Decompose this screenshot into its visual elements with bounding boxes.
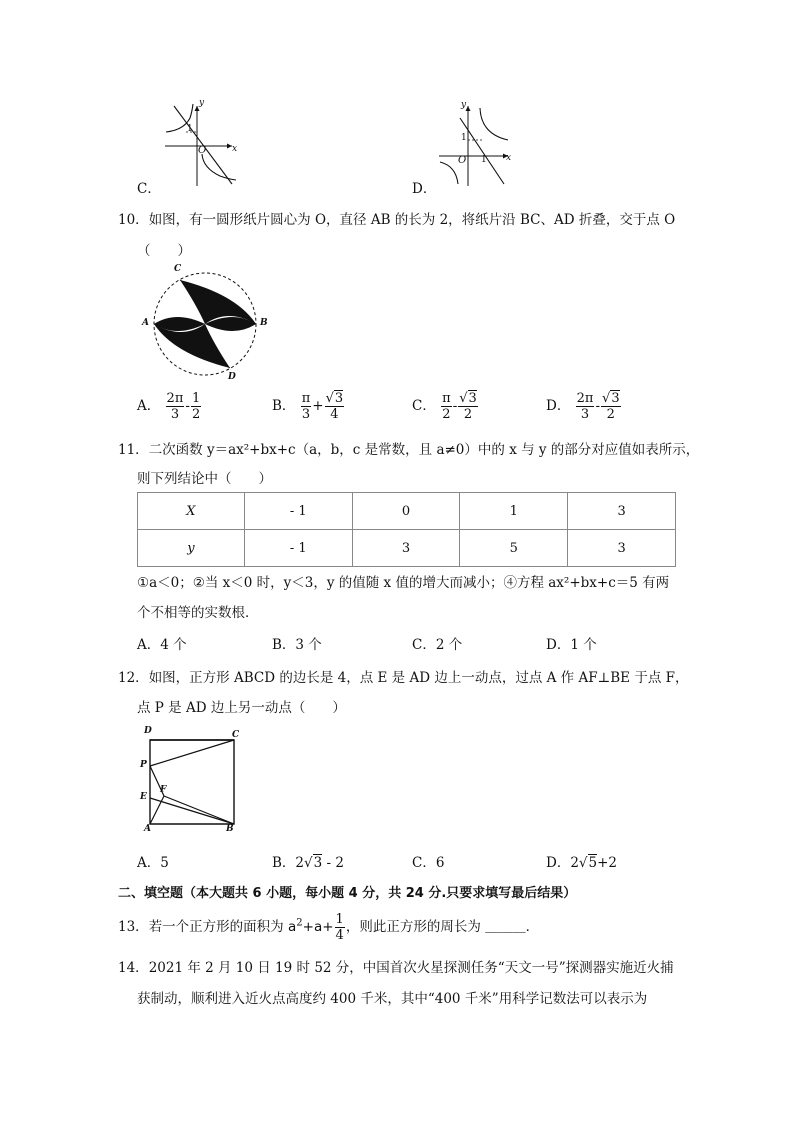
q12-option-b: B．2√3 - 2 [272,855,344,871]
graph-d-x-label: x [506,153,512,163]
q10-opt-b-frac1: $\frac{\pi}{3}$ [301,391,311,422]
q10-figure [140,262,270,388]
q10-opt-a-label: A． [137,398,161,414]
q11-stem [118,438,699,458]
graph-d-y-label: y [461,100,467,110]
table-cell: X [138,493,245,530]
q10-opt-c-label: C． [412,398,436,414]
q13-expr-rest: +a+ [302,919,334,935]
q12-label-f: F [160,785,167,795]
graph-c-origin: O [198,145,207,156]
q12-opt-d-pre: 2 [570,855,579,871]
q11-option-d: D．1 个 [546,637,597,653]
table-cell: 3 [568,530,676,567]
q11-statement1: ①a＜0；②当 x＜0 时，y＜3，y 的值随 x 值的增大而减小；④方程 ax²+bx+c＝5 有两 [137,575,670,591]
q10-label-c: C [174,264,182,274]
graph-d-one-x: 1 [481,155,487,165]
q13-end: ． [525,919,540,935]
q9-graph-d [436,100,520,190]
q12-opt-c-label: C． [412,855,436,871]
q12-label-a: A [144,824,151,834]
q12-option-c [412,851,444,871]
q10-label-b: B [260,318,268,328]
q9-graph-c [160,98,250,190]
q12-number: 12． [118,670,149,686]
q12-option-a [137,851,169,871]
q10-option-c [412,391,479,422]
q13-exponent: 2 [296,917,303,929]
q12-text2: 点 P 是 AD 边上另一动点（ ） [137,700,346,716]
q14-text: 2021 年 2 月 10 日 19 时 52 分，中国首次火星探测任务“天文一号”探测器实施近火捕 [148,960,674,976]
q13-number: 13． [118,919,149,935]
q10-opt-c-frac1: $\frac{\pi}{2}$ [442,391,451,422]
q9-option-c: C． [137,181,161,197]
q12-opt-a-value: 5 [160,855,169,871]
table-cell: 0 [352,493,460,530]
q14-number: 14． [118,960,149,976]
table-cell: 5 [460,530,568,567]
q11-table [137,492,676,567]
q13-fraction: $\frac{1}{4}$ [335,912,344,943]
q10-opt-a-frac1: $\frac{2\pi}{3}$ [166,391,184,422]
q10-label-a: A [142,318,149,328]
q13-stem [118,912,539,943]
q12-option-d: D．2√5+2 [546,855,618,871]
section-heading-fill-in: 二、填空题（本大题共 6 小题，每小题 4 分，共 24 分.只要求填写最后结果） [118,886,577,901]
q10-stem [118,208,675,228]
graph-c-y-label: y [199,98,205,108]
q11-option-c: C．2 个 [412,637,463,653]
graph-d-svg [436,100,520,190]
q10-number: 10． [118,212,149,228]
q12-label-d: D [144,726,152,736]
q13-post: ，则此正方形的周长为 [345,919,481,935]
q10-opt-b-label: B． [272,398,296,414]
table-cell: 3 [568,493,676,530]
q10-text: 如图，有一圆形纸片圆心为 O，直径 AB 的长为 2，将纸片沿 BC、AD 折叠，交于点 O [148,212,676,228]
q10-opt-c-frac2: $\frac{√3}{2}$ [459,391,477,422]
q13-expr-a: a [287,919,297,935]
table-cell: 3 [352,530,460,567]
q10-option-d [546,391,622,422]
q12-opt-a-label: A． [137,855,161,871]
q11-statement2: 个不相等的实数根． [137,605,259,621]
q12-figure [138,726,248,836]
q12-opt-c-value: 6 [435,855,445,871]
q13-pre: 若一个正方形的面积为 [148,919,288,935]
graph-c-x-label: x [232,144,238,154]
q12-opt-b-post: - 2 [322,855,344,871]
q10-option-b [272,391,345,422]
q12-label-c: C [232,730,240,740]
q12-opt-d-post: +2 [597,855,618,871]
graph-d-one-y: 1 [461,133,467,143]
q10-circle-figure [140,262,270,388]
q10-opt-b-frac2: $\frac{√3}{4}$ [325,391,344,422]
q10-paren: （ ） [137,243,191,259]
q13-blank[interactable]: ＿＿＿ [485,919,526,935]
q10-label-d: D [228,372,236,382]
table-cell: 1 [460,493,568,530]
q12-opt-b-pre: 2 [295,855,305,871]
q11-text: 二次函数 y＝ax²+bx+c（a，b，c 是常数，且 a≠0）中的 x 与 y 的部分对应值如表所示， [148,442,700,458]
q11-number: 11． [118,442,149,458]
q10-opt-b-op: + [312,398,324,414]
q12-label-e: E [140,792,147,802]
q11-text2: 则下列结论中（ ） [137,471,272,487]
q10-opt-d-frac2: $\frac{√3}{2}$ [602,391,620,422]
q14-text2: 获制动，顺利进入近火点高度约 400 千米，其中“400 千米”用科学记数法可以表示为 [137,991,648,1007]
graph-c-one: 1 [187,124,193,134]
q10-opt-d-label: D． [546,398,571,414]
table-row [138,493,676,530]
q12-label-b: B [226,824,234,834]
q10-option-a [137,391,202,422]
table-cell: - 1 [244,530,352,567]
q10-opt-a-op: - [185,398,190,414]
q12-label-p: P [140,760,147,770]
q12-opt-b-label: B． [272,855,296,871]
q10-opt-c-op: - [452,398,458,414]
q10-opt-d-op: - [595,398,601,414]
q12-opt-d-rad: 5 [588,855,598,871]
table-cell: - 1 [244,493,352,530]
q14-stem [118,956,674,976]
table-cell: y [138,530,245,567]
q12-stem [118,666,688,686]
q10-opt-a-frac2: $\frac{1}{2}$ [191,391,201,422]
table-row [138,530,676,567]
q12-opt-d-label: D． [546,855,571,871]
q9-option-d: D． [412,181,437,197]
q12-text: 如图，正方形 ABCD 的边长是 4，点 E 是 AD 边上一动点，过点 A 作 AF⊥BE 于点 F， [148,670,689,686]
q12-opt-b-rad: 3 [313,855,323,871]
q12-square-figure [138,726,248,836]
q11-option-a: A．4 个 [137,637,187,653]
graph-d-origin: O [458,155,467,166]
q10-opt-d-frac1: $\frac{2\pi}{3}$ [576,391,594,422]
q11-option-b: B．3 个 [272,637,322,653]
